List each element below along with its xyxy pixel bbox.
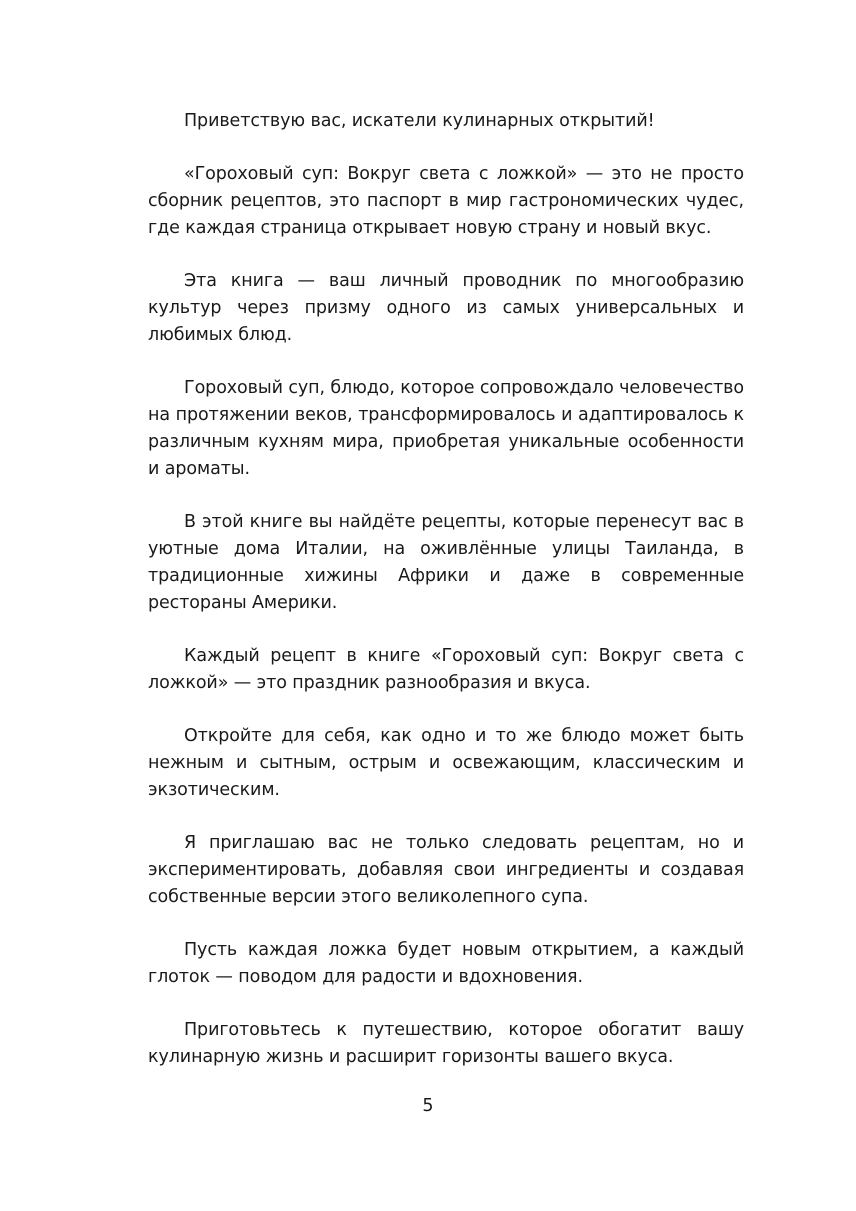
paragraph-every-spoon: Пусть каждая ложка будет новым открытием, а каждый глоток — поводом для радости и вдохновения. (148, 940, 744, 987)
paragraph-recipes-world: В этой книге вы найдёте рецепты, которые перенесут вас в уютные дома Италии, на оживлённые улицы Таиланда, в традиционные хижины Африки и даже в современные рестораны Америки. (148, 512, 744, 613)
paragraph-greeting: Приветствую вас, искатели кулинарных открытий! (184, 111, 655, 131)
paragraph-experiment: Я приглашаю вас не только следовать рецептам, но и экспериментировать, добавляя свои ингредиенты и создавая собственные версии этого великолепного супа. (148, 833, 744, 907)
paragraph-book-intro: «Гороховый суп: Вокруг света с ложкой» — это не просто сборник рецептов, это паспорт в мир гастрономических чудес, где каждая страница открывает новую страну и новый вкус. (148, 164, 744, 238)
paragraph-soup-history: Гороховый суп, блюдо, которое сопровождало человечество на протяжении веков, трансформировалось и адаптировалось к различным кухням мира, приобретая уникальные особенности и ароматы. (148, 378, 745, 479)
paragraph-guide: Эта книга — ваш личный проводник по многообразию культур через призму одного из самых универсальных и любимых блюд. (148, 271, 744, 345)
page-number: 5 (422, 1096, 434, 1116)
paragraph-journey: Приготовьтесь к путешествию, которое обогатит вашу кулинарную жизнь и расширит горизонты вашего вкуса. (148, 1020, 744, 1067)
page-body (148, 108, 744, 1097)
paragraph-celebration: Каждый рецепт в книге «Гороховый суп: Вокруг света с ложкой» — это праздник разнообразия и вкуса. (148, 646, 744, 693)
paragraph-discover: Откройте для себя, как одно и то же блюдо может быть нежным и сытным, острым и освежающим, классическим и экзотическим. (148, 726, 744, 800)
